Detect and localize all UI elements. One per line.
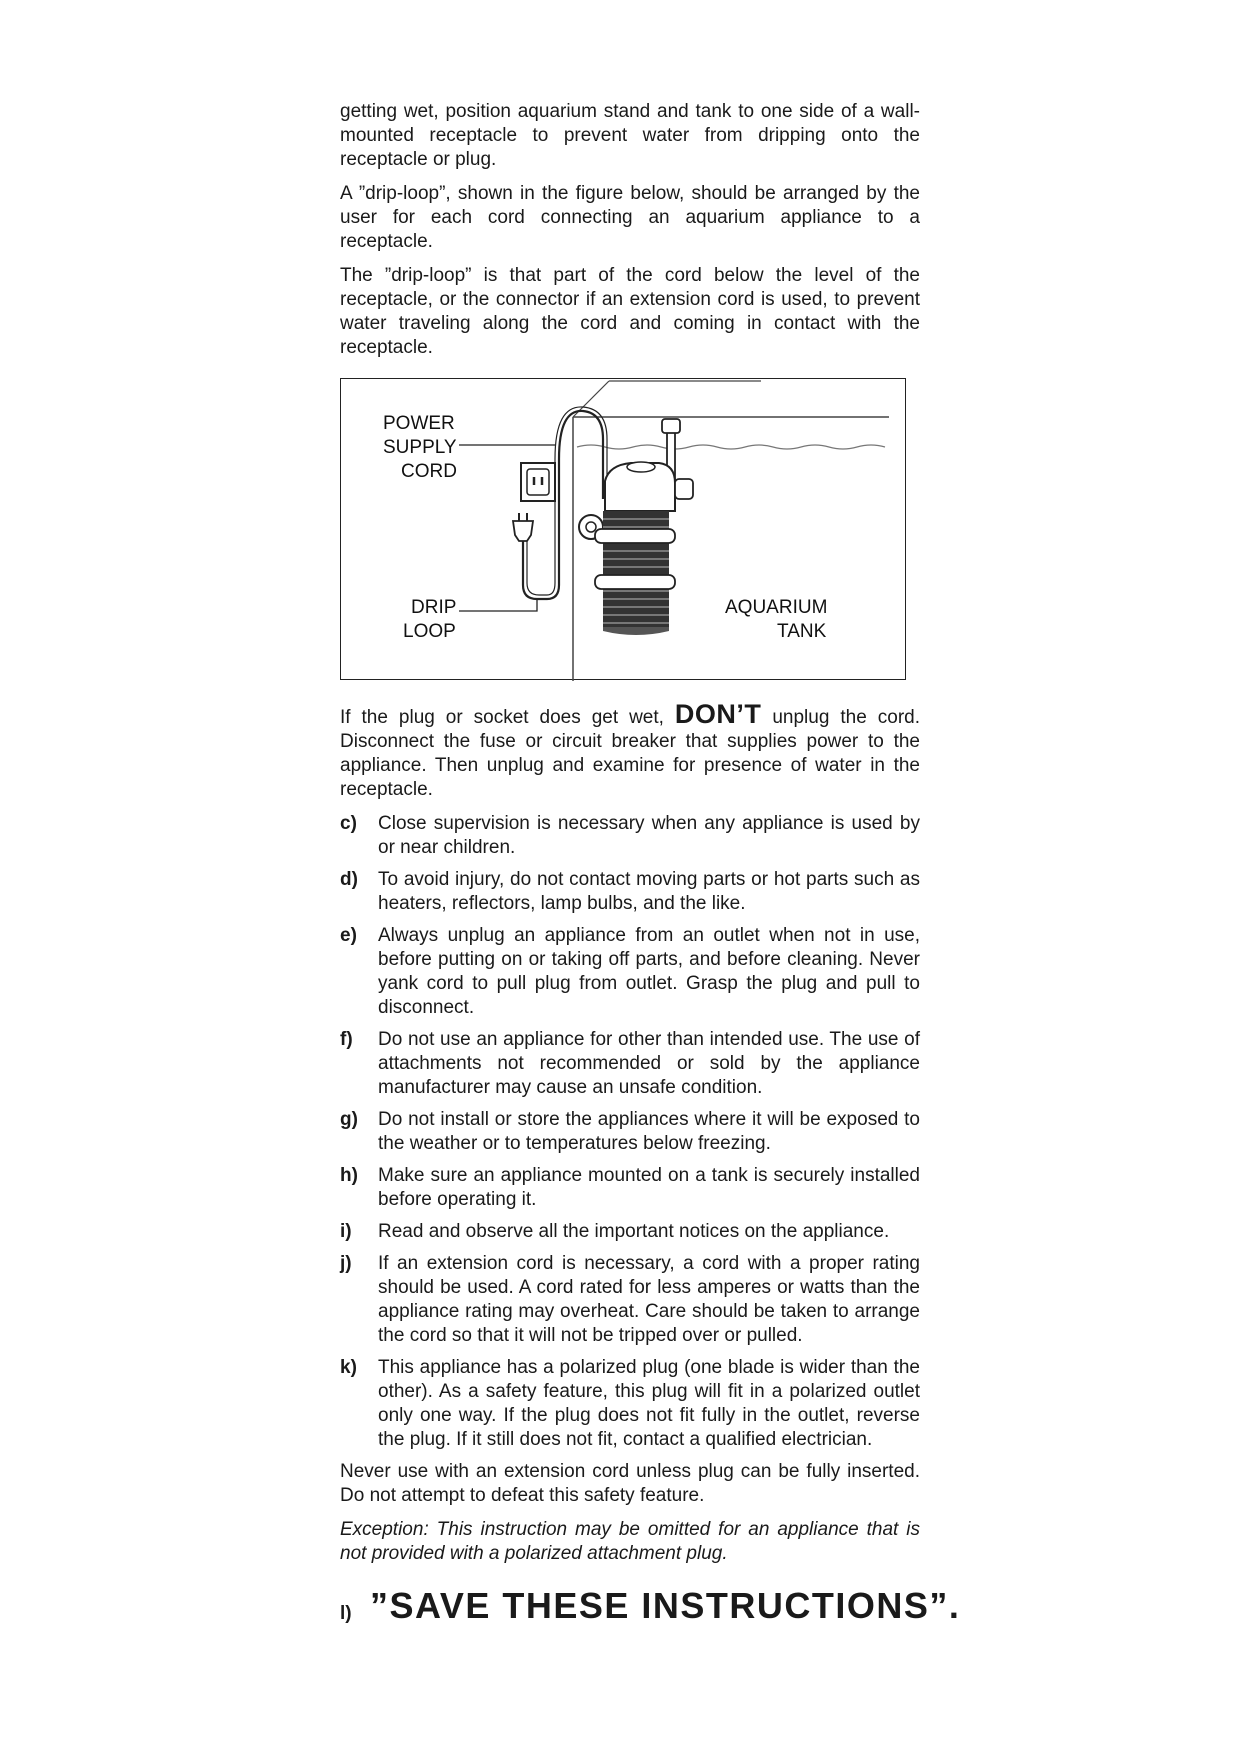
label-drip: DRIP [411, 597, 457, 618]
wet-plug-paragraph [340, 699, 920, 802]
list-item-h [340, 1164, 920, 1212]
item-text: Close supervision is necessary when any appliance is used by or near children. [378, 813, 920, 858]
item-letter: g) [340, 1109, 358, 1130]
save-instructions-title: ”SAVE THESE INSTRUCTIONS”. [370, 1585, 961, 1626]
wet-plug-text-start: If the plug or socket does get wet, [340, 707, 675, 728]
label-aquarium: AQUARIUM [725, 597, 828, 618]
list-item-d [340, 868, 920, 916]
power-cord [523, 411, 603, 599]
item-letter: l) [340, 1603, 352, 1624]
text-column [340, 100, 961, 1630]
plug-icon [513, 513, 533, 541]
item-letter: i) [340, 1221, 352, 1242]
list-item-g [340, 1108, 920, 1156]
exception-note: Exception: This instruction may be omitted for an appliance that is not provided with a polarized attachment plug. [340, 1519, 920, 1564]
extension-cord-note: Never use with an extension cord unless plug can be fully inserted. Do not attempt to defeat this safety feature. [340, 1461, 920, 1506]
label-loop: LOOP [403, 621, 456, 642]
item-letter: h) [340, 1165, 358, 1186]
intro-paragraph-2: A ”drip-loop”, shown in the figure below, should be arranged by the user for each cord connecting an aquarium appliance to a receptacle. [340, 183, 920, 252]
aquarium-filter-icon [579, 419, 693, 635]
item-letter: d) [340, 869, 358, 890]
label-tank: TANK [777, 621, 827, 642]
label-power: POWER [383, 413, 455, 434]
dont-emphasis: DON’T [674, 699, 762, 729]
drip-loop-figure [340, 378, 906, 680]
item-text: Do not install or store the appliances where it will be exposed to the weather or to temperatures below freezing. [378, 1109, 920, 1154]
item-text: To avoid injury, do not contact moving parts or hot parts such as heaters, reflectors, lamp bulbs, and the like. [378, 869, 920, 914]
item-text: Read and observe all the important notices on the appliance. [378, 1221, 890, 1242]
item-text: If an extension cord is necessary, a cord with a proper rating should be used. A cord rated for less amperes or watts than the appliance rating may overheat. Care should be taken to arrange the cord so that it will not be tripped over or pulled. [378, 1253, 920, 1346]
label-supply: SUPPLY [383, 437, 457, 458]
intro-paragraph-1: getting wet, position aquarium stand and tank to one side of a wall-mounted receptacle to prevent water from dripping onto the receptacle or plug. [340, 101, 920, 170]
item-text: Make sure an appliance mounted on a tank is securely installed before operating it. [378, 1165, 920, 1210]
intro-paragraph-3: The ”drip-loop” is that part of the cord below the level of the receptacle, or the connector if an extension cord is used, to prevent water traveling along the cord and coming in contact with the receptacle. [340, 265, 920, 358]
item-letter: e) [340, 925, 357, 946]
item-letter: k) [340, 1357, 357, 1378]
save-instructions-row [340, 1584, 961, 1630]
water-line [577, 445, 885, 449]
label-cord: CORD [401, 461, 457, 482]
list-item-k [340, 1356, 920, 1452]
list-item-c [340, 812, 920, 860]
item-letter: f) [340, 1029, 353, 1050]
drip-loop-pointer [459, 599, 537, 611]
item-text: Do not use an appliance for other than intended use. The use of attachments not recommended or sold by the appliance manufacturer may cause an unsafe condition. [378, 1029, 920, 1098]
item-text: This appliance has a polarized plug (one blade is wider than the other). As a safety feature, this plug will fit in a polarized outlet only one way. If the plug does not fit fully in the outlet, reverse the plug. If it still does not fit, contact a qualified electrician. [378, 1357, 920, 1450]
list-item-f [340, 1028, 920, 1100]
item-letter: c) [340, 813, 357, 834]
wet-plug-text-end: unplug the cord. Disconnect the fuse or circuit breaker that supplies power to the appliance. Then unplug and examine for presence of water in the receptacle. [340, 707, 920, 800]
item-text: Always unplug an appliance from an outlet when not in use, before putting on or taking off parts, and before cleaning. Never yank cord to pull plug from outlet. Grasp the plug and pull to disconnect. [378, 925, 920, 1018]
list-item-i [340, 1220, 920, 1244]
list-item-e [340, 924, 920, 1020]
list-item-j [340, 1252, 920, 1348]
item-letter: j) [340, 1253, 352, 1274]
